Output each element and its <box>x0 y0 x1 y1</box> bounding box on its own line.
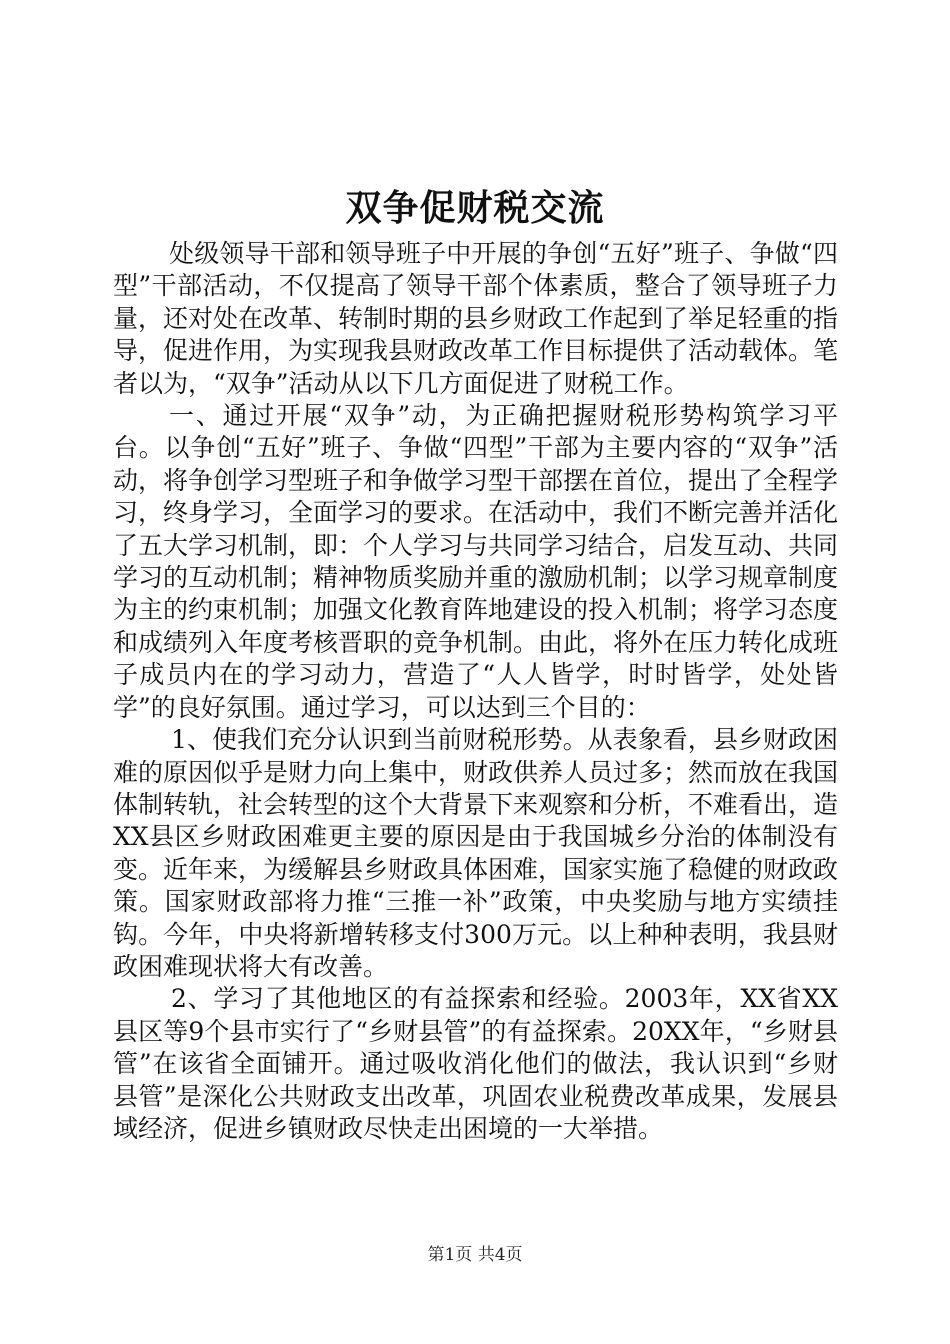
paragraph-point-one: 1、使我们充分认识到当前财税形势。从表象看，县乡财政困难的原因似乎是财力向上集中，财政供养人员过多；然而放在我国体制转轨，社会转型的这个大背景下来观察和分析，不难看出，造XX县区乡财政困难更主要的原因是由于我国城乡分治的体制没有变。近年来，为缓解县乡财政具体困难，国家实施了稳健的财政政策。国家财政部将力推“三推一补”政策，中央奖励与地方实绩挂钩。今年，中央将新增转移支付300万元。以上种种表明，我县财政困难现状将大有改善。 <box>113 725 839 981</box>
document-title: 双争促财税交流 <box>345 187 605 229</box>
paragraph-section-one: 一、通过开展“双争”动，为正确把握财税形势构筑学习平台。以争创“五好”班子、争做“四型”干部为主要内容的“双争”活动，将争创学习型班子和争做学习型干部摆在首位，提出了全程学习，终身学习，全面学习的要求。在活动中，我们不断完善并活化了五大学习机制，即：个人学习与共同学习结合，启发互动、共同学习的互动机制；精神物质奖励并重的激励机制；以学习规章制度为主的约束机制；加强文化教育阵地建设的投入机制；将学习态度和成绩列入年度考核晋职的竞争机制。由此，将外在压力转化成班子成员内在的学习动力，营造了“人人皆学，时时皆学，处处皆学”的良好氛围。通过学习，可以达到三个目的： <box>113 401 839 722</box>
document-body <box>113 238 838 1145</box>
paragraph-point-two: 2、学习了其他地区的有益探索和经验。2003年，XX省XX县区等9个县市实行了“乡财县管”的有益探索。20XX年，“乡财县管”在该省全面铺开。通过吸收消化他们的做法，我认识到“乡财县管”是深化公共财政支出改革，巩固农业税费改革成果，发展县域经济，促进乡镇财政尽快走出困境的一大举措。 <box>113 984 838 1143</box>
paragraph-intro: 处级领导干部和领导班子中开展的争创“五好”班子、争做“四型”干部活动，不仅提高了领导干部个体素质，整合了领导班子力量，还对处在改革、转制时期的县乡财政工作起到了举足轻重的指导，促进作用，为实现我县财政改革工作目标提供了活动载体。笔者以为，“双争”活动从以下几方面促进了财税工作。 <box>113 239 839 398</box>
page-number-footer: 第1页 共4页 <box>427 1245 523 1265</box>
